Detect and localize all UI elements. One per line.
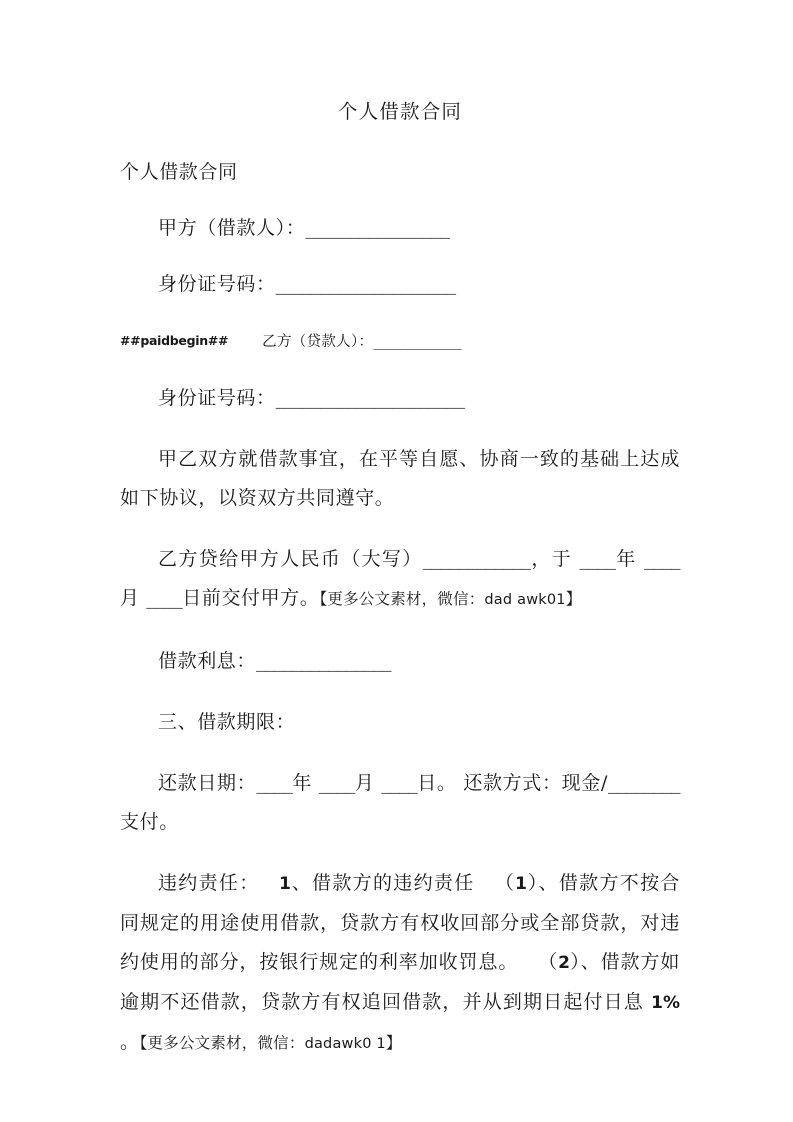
term-heading: 三、借款期限：	[158, 711, 296, 734]
repay-method-blank[interactable]: ________	[607, 772, 680, 795]
promo-note-1-id: dad awk01	[484, 592, 566, 609]
page-title: 个人借款合同	[337, 100, 463, 123]
heading-repeat: 个人借款合同	[120, 161, 238, 184]
lender-label: 乙方（贷款人）：	[262, 334, 374, 351]
liability-heading: 违约责任：	[158, 872, 260, 895]
amount-suffix: 日前交付甲方。	[182, 587, 320, 610]
repay-year-blank[interactable]: ____	[256, 772, 293, 795]
borrower-id-blank[interactable]: ____________________	[275, 273, 456, 296]
repayment-clause	[120, 764, 680, 842]
document-body	[120, 0, 680, 1064]
lender-blank[interactable]: _____________	[373, 334, 462, 351]
borrower-line	[120, 209, 680, 248]
promo-note-1-open: 【更多公文素材，微信：	[319, 590, 485, 609]
liability-sub-2-number: 2	[558, 953, 570, 974]
delivery-month-blank[interactable]: ____	[644, 548, 680, 571]
lender-id-label: 身份证号码：	[158, 387, 276, 410]
promo-note-1	[319, 590, 581, 608]
repay-month-unit: 月	[354, 772, 382, 795]
liability-item-1-number: 1	[279, 874, 292, 895]
interest-label: 借款利息：	[158, 650, 257, 673]
repay-method-suffix: 支付。	[120, 811, 179, 834]
paid-begin-marker: ##paidbegin##	[120, 333, 229, 349]
amount-blank[interactable]: ____________	[422, 548, 531, 571]
liability-paragraph	[120, 864, 680, 1064]
borrower-id-line	[120, 265, 680, 304]
promo-note-1-close: 】	[565, 590, 582, 609]
liability-sub-2-end: 。	[120, 1031, 140, 1054]
repay-method-label: 还款方式：现金/	[456, 772, 608, 795]
liability-sub-1-open: （	[494, 872, 516, 895]
lender-id-blank[interactable]: _____________________	[275, 387, 465, 410]
liability-sub-1-close: ）、	[527, 872, 559, 895]
liability-item-1-title: 、借款方的违约责任	[291, 872, 475, 895]
liability-sub-1-number: 1	[515, 874, 528, 895]
lender-id-line	[120, 379, 680, 418]
liability-sub-2-text: 借款方如逾期不还借款，贷款方有权追回借款，并从到期日起付日息	[120, 951, 680, 1014]
interest-blank[interactable]: _______________	[256, 650, 392, 673]
repay-date-label: 还款日期：	[158, 772, 257, 795]
liability-sub-2-open: （	[537, 951, 559, 974]
repay-month-blank[interactable]: ____	[318, 772, 355, 795]
liability-sub-2-close: ）、	[569, 951, 601, 974]
borrower-label: 甲方（借款人）：	[158, 217, 306, 240]
promo-note-2-id: dadawk0 1	[304, 1036, 386, 1053]
borrower-blank[interactable]: ________________	[305, 217, 450, 240]
promo-note-2-close: 】	[385, 1034, 402, 1053]
preamble-paragraph: 甲乙双方就借款事宜，在平等自愿、协商一致的基础上达成如下协议，以资双方共同遵守。	[120, 448, 680, 510]
delivery-month-unit: 月	[120, 587, 147, 610]
delivery-year-blank[interactable]: ____	[579, 548, 616, 571]
repay-day-blank[interactable]: ____	[381, 772, 418, 795]
liability-sub-1-text: 借款方不按合同规定的用途使用借款，贷款方有权收回部分或全部贷款，对违约使用的部分，按银行规定的利率加收罚息。	[120, 872, 681, 974]
lender-line	[120, 321, 680, 362]
promo-note-2-open: 【更多公文素材，微信：	[139, 1034, 305, 1053]
repay-year-unit: 年	[292, 772, 319, 795]
interest-line	[120, 642, 680, 681]
delivery-year-unit: 年	[615, 548, 644, 571]
liability-daily-rate: 1%	[651, 993, 680, 1014]
repay-day-unit: 日。	[417, 772, 457, 795]
amount-prefix: 乙方贷给甲方人民币（大写）	[158, 548, 423, 571]
borrower-id-label: 身份证号码：	[158, 273, 276, 296]
loan-amount-clause	[120, 540, 680, 620]
amount-mid: ，于	[530, 548, 580, 571]
delivery-day-blank[interactable]: ____	[146, 587, 183, 610]
promo-note-2	[140, 1034, 402, 1052]
